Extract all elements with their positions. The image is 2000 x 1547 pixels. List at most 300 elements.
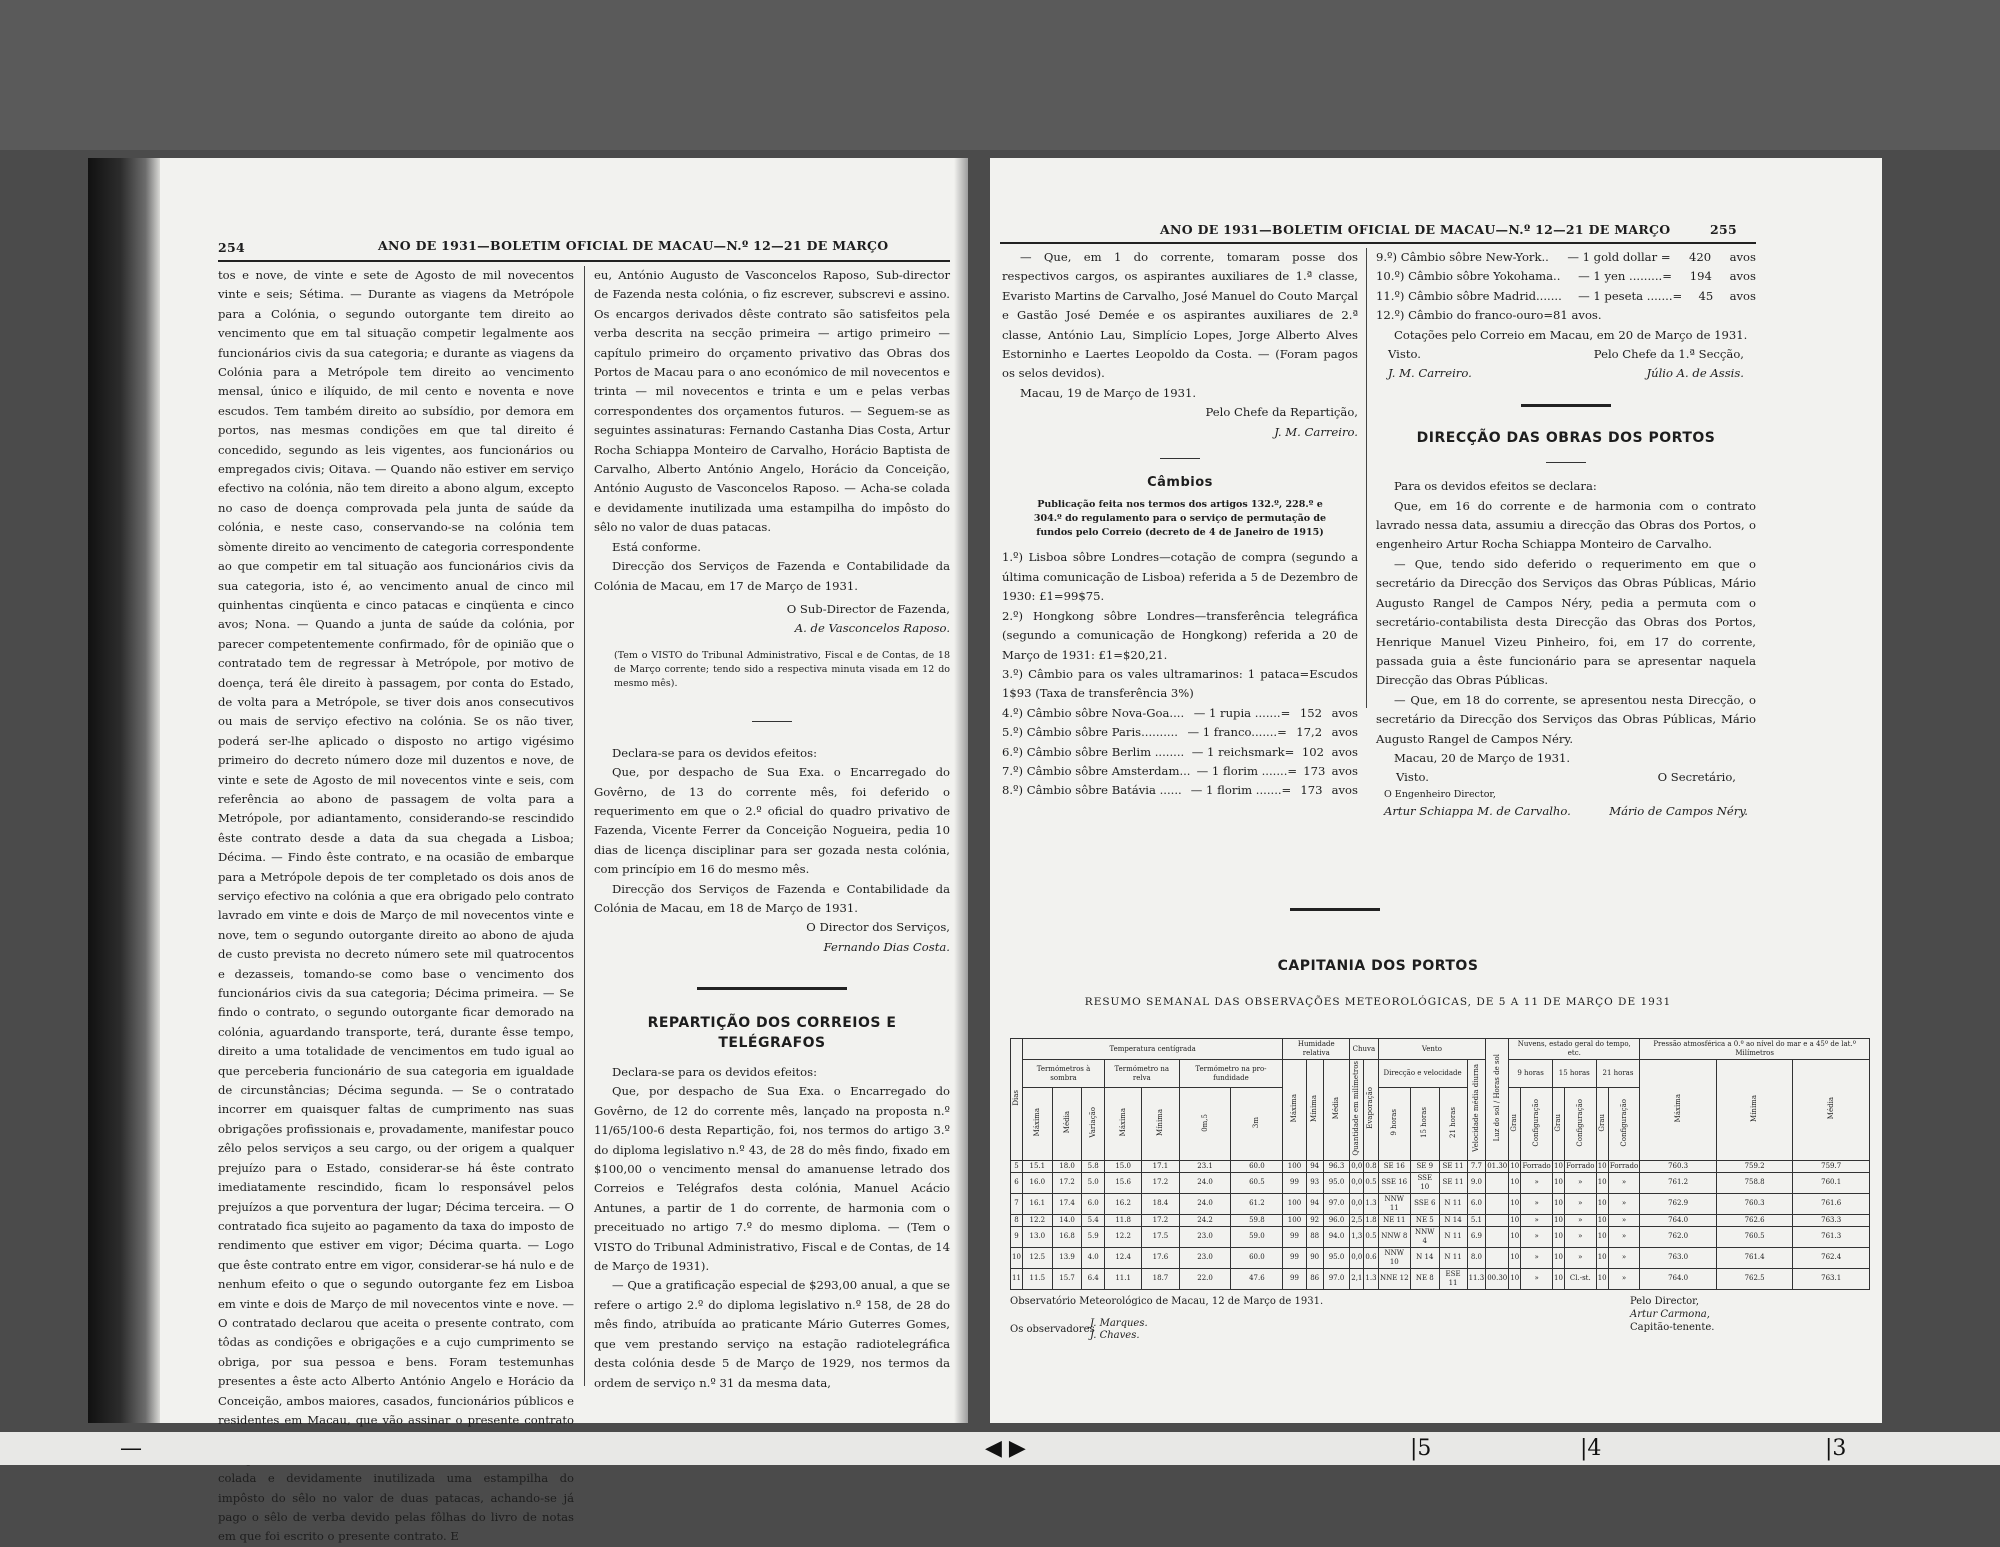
table-cell: 16.1 <box>1023 1193 1053 1214</box>
column-divider <box>584 266 585 1386</box>
table-cell: 92 <box>1306 1214 1323 1226</box>
rate-currency: avos <box>1331 763 1358 778</box>
page-number: 254 <box>218 240 245 255</box>
obras-paragraph-3: — Que, em 18 do corrente, se apresentou nesta Direcção, o secretário da Direcção dos Serviços das Obras Públicas, Mário Augusto Rangel de Campos Néry. <box>1376 692 1756 746</box>
obras-paragraph-2: — Que, tendo sido deferido o requerimento em que o secretário da Direcção dos Serviços das Obras Públicas, Mário Augusto Rangel de Campos Néry, pedia a permuta com o secretário-contabilista desta Direcção das Obras dos Portos, Henrique Manuel Vizeu Pinheiro, foi, em 17 do corrente, passada guia a êste funcionário para se apresentar naquela Direcção das Obras Públicas. <box>1376 556 1756 688</box>
table-cell: 99 <box>1283 1247 1306 1268</box>
table-cell: 95.0 <box>1323 1172 1350 1193</box>
table-cell: 6.0 <box>1082 1193 1105 1214</box>
table-cell: » <box>1608 1172 1640 1193</box>
c21-c: Configuração <box>1608 1088 1640 1160</box>
visto-label: Visto. <box>1388 347 1421 362</box>
table-cell: SE 9 <box>1411 1160 1439 1172</box>
table-cell: 59.0 <box>1231 1226 1283 1247</box>
chefe-seccao-title: Pelo Chefe da 1.ª Secção, <box>1593 347 1744 362</box>
header-wind: Vento <box>1378 1039 1486 1060</box>
cambio-item-2: 2.º) Hongkong sôbre Londres—transferência telegráfica (segundo a comunicação de Hongkong) referida a 20 de Março de 1931: £1=$20,21. <box>1002 608 1358 662</box>
table-cell: 17.2 <box>1142 1172 1179 1193</box>
table-cell: 0.5 <box>1364 1226 1378 1247</box>
rate-value: 45 <box>1698 288 1714 303</box>
wind-direction: Direcção e velocidade <box>1378 1060 1467 1088</box>
table-cell: SSE 10 <box>1411 1172 1439 1193</box>
rate-value: 17,2 <box>1296 725 1323 740</box>
table-cell: 96.3 <box>1323 1160 1350 1172</box>
table-cell: 762.4 <box>1793 1247 1870 1268</box>
table-cell: 763.3 <box>1793 1214 1870 1226</box>
table-cell: N 14 <box>1439 1214 1467 1226</box>
table-cell: 10 <box>1552 1226 1564 1247</box>
conforme: Está conforme. <box>612 539 701 554</box>
table-cell: 15.1 <box>1023 1160 1053 1172</box>
signature-name: A. de Vasconcelos Raposo. <box>794 621 950 636</box>
table-cell: 15.0 <box>1105 1160 1142 1172</box>
contract-closing: eu, António Augusto de Vasconcelos Raposo, Sub-director de Fazenda nesta colónia, o fiz escrever, subscrevi e assino. Os encargos derivados dêste contrato são satisfeitos pela verba descrita na secção primeira — artigo primeiro — capítulo primeiro do orçamento privativo das Obras dos Portos de Macau para o ano económico de mil novecentos e trinta — mil novecentos e trinta e um e pelas verbas correspondentes dos orçamentos futuros. — Seguem-se as seguintes assinaturas: Fernando Castanha Dias Costa, Artur Rocha Schiappa Monteiro de Carvalho, Horácio Baptista de Carvalho, Alberto António Angelo, Horácio da Conceição, António Augusto de Vasconcelos Raposo. — Acha-se colada e devidamente inutilizada uma estampilha do impôsto do sêlo no valor de duas patacas. <box>594 268 950 535</box>
rate-unit: — 1 florim .......= <box>1196 763 1298 778</box>
correios-paragraph: Que, por despacho de Sua Exa. o Encarregado do Govêrno, de 12 do corrente mês, lançado na proposta n.º 11/65/100-6 desta Repartição, foi, nos termos do artigo 3.º do diploma legislativo n.º 43, de 28 do mês findo, fixado em $100,00 o vencimento mensal do amanuense letrado dos Correios e Telégrafos desta colónia, Manuel Acácio Antunes, a partir de 1 do corrente, de harmonia com o preceituado no artigo 7.º do mesmo diploma. — (Tem o VISTO do Tribunal Administrativo, Fiscal e de Contas, de 14 de Março de 1931). <box>594 1084 950 1274</box>
exchange-rate-row <box>1002 704 1358 723</box>
director-name: Artur Carmona, <box>1630 1308 1710 1320</box>
rate-currency: avos <box>1729 250 1756 264</box>
exchange-rate-row <box>1002 743 1358 762</box>
table-cell: 10 <box>1552 1172 1564 1193</box>
rate-name: 8.º) Câmbio sôbre Batávia ...... <box>1002 783 1182 798</box>
separator <box>1546 462 1586 463</box>
table-cell: 94 <box>1306 1193 1323 1214</box>
table-cell: 0,0 <box>1350 1160 1364 1172</box>
table-cell: 12.2 <box>1105 1226 1142 1247</box>
gutter-shadow <box>954 158 968 1423</box>
table-cell: » <box>1608 1226 1640 1247</box>
hum-mean: Média <box>1323 1060 1350 1161</box>
header-rule <box>1000 242 1756 244</box>
table-cell <box>1486 1226 1509 1247</box>
sub-depth: Termómetro na pro-fundidade <box>1179 1060 1283 1088</box>
p-mean: Média <box>1793 1060 1870 1161</box>
cambios-title: Câmbios <box>1147 475 1213 491</box>
sub-shade: Termómetros à sombra <box>1023 1060 1105 1088</box>
rate-value: 194 <box>1689 269 1712 284</box>
table-cell: 99 <box>1283 1226 1306 1247</box>
table-cell: 10 <box>1509 1268 1521 1289</box>
cambio-item-12: 12.º) Câmbio do franco-ouro=81 avos. <box>1376 308 1602 323</box>
table-cell: Forrado <box>1521 1160 1553 1172</box>
table-cell: » <box>1565 1247 1597 1268</box>
c15-c: Configuração <box>1565 1088 1597 1160</box>
t-mean: Média <box>1052 1088 1082 1160</box>
rate-currency: avos <box>1331 783 1358 798</box>
table-cell: 6.9 <box>1467 1226 1486 1247</box>
table-cell: 18.7 <box>1142 1268 1179 1289</box>
ruler-mark: — <box>120 1436 142 1461</box>
rate-currency: avos <box>1729 269 1756 284</box>
header-rain: Chuva <box>1350 1039 1378 1060</box>
fazenda-date: Direcção dos Serviços de Fazenda e Contabilidade da Colónia de Macau, em 17 de Março de 1931. <box>594 559 950 593</box>
table-cell: 24.0 <box>1179 1172 1231 1193</box>
clouds-15h: 15 horas <box>1552 1060 1596 1088</box>
table-cell: 759.2 <box>1716 1160 1793 1172</box>
table-cell: N 11 <box>1439 1193 1467 1214</box>
header-temp: Temperatura centígrada <box>1023 1039 1283 1060</box>
exchange-rate-row <box>1376 287 1756 306</box>
observatorio-line: Observatório Meteorológico de Macau, 12 de Março de 1931. <box>1010 1295 1324 1307</box>
table-row <box>1011 1214 1870 1226</box>
table-cell: 16.0 <box>1023 1172 1053 1193</box>
table-cell: 10 <box>1552 1214 1564 1226</box>
rain-amount: Quantidade em milímetros <box>1350 1060 1364 1161</box>
g-min: Mínima <box>1142 1088 1179 1160</box>
table-row <box>1011 1172 1870 1193</box>
visto-name: J. M. Carreiro. <box>1388 366 1472 381</box>
table-cell: 18.0 <box>1052 1160 1082 1172</box>
declara: Declara-se para os devidos efeitos: <box>612 745 818 760</box>
right-column-1 <box>1002 248 1358 801</box>
table-cell: 763.1 <box>1793 1268 1870 1289</box>
table-cell: 17.1 <box>1142 1160 1179 1172</box>
table-cell: 59.8 <box>1231 1214 1283 1226</box>
table-cell: 10 <box>1596 1172 1608 1193</box>
table-cell: SE 16 <box>1378 1160 1411 1172</box>
table-cell: 10 <box>1509 1193 1521 1214</box>
table-cell: Cl.-st. <box>1565 1268 1597 1289</box>
table-cell: 761.2 <box>1640 1172 1717 1193</box>
column-divider <box>1366 248 1367 708</box>
table-cell: 11.3 <box>1467 1268 1486 1289</box>
col-sun: Luz do sol / Horas de sol <box>1486 1039 1509 1161</box>
hum-max: Máxima <box>1283 1060 1306 1161</box>
engenheiro-title: O Engenheiro Director, <box>1384 788 1496 800</box>
table-cell: N 14 <box>1411 1247 1439 1268</box>
clouds-21h: 21 horas <box>1596 1060 1640 1088</box>
table-cell: SE 11 <box>1439 1160 1467 1172</box>
table-cell: 47.6 <box>1231 1268 1283 1289</box>
table-cell: 10 <box>1509 1226 1521 1247</box>
rate-value: 173 <box>1300 783 1323 798</box>
table-cell: 60.0 <box>1231 1247 1283 1268</box>
clouds-9h: 9 horas <box>1509 1060 1553 1088</box>
table-cell: » <box>1521 1214 1553 1226</box>
table-cell: 12.5 <box>1023 1247 1053 1268</box>
table-cell: 23.0 <box>1179 1226 1231 1247</box>
cambio-item-3: 3.º) Câmbio para os vales ultramarinos: 1 pataca=Escudos 1$93 (Taxa de transferência 3%) <box>1002 666 1358 701</box>
left-column-2 <box>594 266 950 1393</box>
table-cell: 0,0 <box>1350 1172 1364 1193</box>
gratificacao-paragraph: — Que a gratificação especial de $293,00 anual, a que se refere o artigo 2.º do diploma legislativo n.º 158, de 28 do mês findo, atribuída ao praticante Mário Guterres Gomes, que vem prestando serviço na estação radiotelegráfica desta colónia desde 5 de Março de 1929, nos termos da ordem de serviço n.º 31 da mesma data, <box>594 1278 950 1390</box>
table-cell: NNW 4 <box>1411 1226 1439 1247</box>
rate-value: 152 <box>1299 705 1322 720</box>
table-cell: 100 <box>1283 1214 1306 1226</box>
table-cell: 10 <box>1552 1247 1564 1268</box>
table-cell: 5.9 <box>1082 1226 1105 1247</box>
rate-name: 10.º) Câmbio sôbre Yokohama.. <box>1376 269 1561 284</box>
rates-list-2 <box>1376 248 1756 306</box>
signature-name-2: Fernando Dias Costa. <box>823 939 950 954</box>
table-cell: 10 <box>1552 1268 1564 1289</box>
table-cell: 90 <box>1306 1247 1323 1268</box>
table-cell: 14.0 <box>1052 1214 1082 1226</box>
table-cell: » <box>1521 1226 1553 1247</box>
contract-text: tos e nove, de vinte e sete de Agosto de mil novecentos vinte e seis; Sétima. — Durante as viagens da Metrópole para a Colónia, o segundo outorgante tem direito ao vencimento que em tal situação competir legalmente aos funcionários civis da sua categoria; e durante as viagens da Colónia para a Metrópole tem direito ao vencimento mensal, único e ilíquido, de mil cento e noventa e nove escudos. Tem também direito ao subsídio, por demora em portos, nas mesmas condições em que tal direito é concedido, segundo as leis vigentes, aos funcionários ou empregados civis; Oitava. — Quando não estiver em serviço efectivo na colónia, não tem direito a abono algum, excepto no caso de doença comprovada pela junta de saúde da colónia, e neste caso, conservando-se na colónia tem sòmente direito ao vencimento de categoria correspondente ao que competir em tal situação aos funcionários civis da sua categoria, isto é, ao vencimento anual de cinco mil quinhentas cinqüenta e cinco patacas e cinqüenta e cinco avos; Nona. — Quando a junta de saúde da colónia, por parecer competentemente confirmado, fôr de opinião que o contratado tem de regressar à Metrópole, por motivo de doença, terá êle direito à passagem, por conta do Estado, de volta para a Metrópole, se tiver dois anos consecutivos ou mais de serviço efectivo na colónia. Se os não tiver, poderá ser-lhe aplicado o disposto no artigo vigésimo primeiro do decreto número doze mil duzentos e nove, de vinte e sete de Agosto de mil novecentos vinte e seis, com referência ao abono de passagem de volta para a Metrópole, por adiantamento, considerando-se rescindido êste contrato desde a data da sua chegada a Lisboa; Décima. — Findo êste contrato, e na ocasião de embarque para a Metrópole depois de ter completado os dois anos de serviço efectivo na colónia a que era obrigado pelo contrato lavrado em vinte e dois de Março de mil novecentos vinte e nove, tem o segundo outorgante direito ao abono de ajuda de custo prevista no decreto número sete mil quatrocentos e dezasseis, tomando-se como base o vencimento dos funcionários civis da sua categoria; Décima primeira. — Se findo o contrato, o segundo outorgante ficar demorado na colónia, aguardando transporte, terá, durante êsse tempo, direito a uma totalidade de vencimentos em tudo igual ao que perceberia funcionário de sua categoria em igualdade de circunstâncias; Décima segunda. — Se o contratado incorrer em quaisquer faltas de cumprimento nas suas obrigações profissionais e, provadamente, manifestar pouco zêlo pelos serviços a seu cargo, ou der origem a qualquer prejuízo para o Estado, considerar-se há êste contrato imediatamente rescindido, ficam lo responsável pelos prejuízos a que porventura der lugar; Décima terceira. — O contratado fica sujeito ao pagamento da taxa do imposto de rendimento que estiver em vigor; Décima quarta. — Logo que êste contrato entre em vigor, considerar-se há nulo e de nenhum efeito o que o segundo outorgante fez em Lisboa em vinte e dois de Março de mil novecentos vinte e nove. — O contratado declarou que aceita o presente contrato, com tôdas as condições e obrigações e a cujo cumprimento se obriga, por sua pessoa e bens. Foram testemunhas presentes a êste acto Alberto António Angelo e Horácio da Conceição, ambos maiores, casados, funcionários públicos e residentes em Macau, que vão assinar o presente contrato colada e devidamente inutilizada uma estampilha do impôsto do sêlo no valor de duas patacas, achando-se já pago o sêlo de verba devido pelas fôlhas do livro de notas em que foi escrito o presente contrato. E <box>218 268 574 1544</box>
table-cell: 761.6 <box>1793 1193 1870 1214</box>
rate-name: 11.º) Câmbio sôbre Madrid....... <box>1376 288 1562 303</box>
obras-paragraph-1: Que, em 16 do corrente e de harmonia com o contrato lavrado nessa data, assumiu a direcção das Obras dos Portos, o engenheiro Artur Rocha Schiappa Monteiro de Carvalho. <box>1376 498 1756 552</box>
obras-visto: Visto. <box>1396 770 1429 785</box>
header-clouds: Nuvens, estado geral do tempo, etc. <box>1509 1039 1640 1060</box>
table-cell: 1.3 <box>1364 1193 1378 1214</box>
table-cell: 23.1 <box>1179 1160 1231 1172</box>
table-cell: 5 <box>1011 1160 1023 1172</box>
rate-name: 4.º) Câmbio sôbre Nova-Goa.... <box>1002 705 1185 720</box>
rate-unit: — 1 gold dollar = <box>1567 250 1671 264</box>
table-cell: » <box>1521 1247 1553 1268</box>
licenca-paragraph: Que, por despacho de Sua Exa. o Encarregado do Govêrno, de 13 do corrente mês, foi deferido o requerimento em que o 2.º oficial do quadro privativo de Fazenda, Vicente Ferrer da Conceição Nogueira, pedia 10 dias de licença disciplinar para ser gozada nesta colónia, com princípio em 16 do mesmo mês. <box>594 765 950 877</box>
d-05: 0m,5 <box>1179 1088 1231 1160</box>
section-heading-correios: REPARTIÇÃO DOS CORREIOS E TELÉGRAFOS <box>647 1015 897 1051</box>
table-cell: 24.2 <box>1179 1214 1231 1226</box>
table-row <box>1011 1160 1870 1172</box>
table-cell: NNW 8 <box>1378 1226 1411 1247</box>
rate-unit: — 1 peseta .......= <box>1578 288 1683 303</box>
table-cell: 11 <box>1011 1268 1023 1289</box>
p-min: Mínima <box>1716 1060 1793 1161</box>
table-cell: 4.0 <box>1082 1247 1105 1268</box>
table-cell: 18.4 <box>1142 1193 1179 1214</box>
table-cell: 97.0 <box>1323 1268 1350 1289</box>
table-cell: 10 <box>1596 1247 1608 1268</box>
table-cell: 93 <box>1306 1172 1323 1193</box>
table-cell: 17.5 <box>1142 1226 1179 1247</box>
observer-1: J. Marques. <box>1090 1317 1148 1329</box>
table-cell: 761.4 <box>1716 1247 1793 1268</box>
table-cell: Forrado <box>1565 1160 1597 1172</box>
w-9: 9 horas <box>1378 1088 1411 1160</box>
exchange-rate-row <box>1002 723 1358 742</box>
table-cell: ESE 11 <box>1439 1268 1467 1289</box>
ruler-arrows: ◀ ▶ <box>985 1436 1026 1461</box>
separator <box>1160 458 1200 459</box>
table-cell: 10 <box>1552 1193 1564 1214</box>
table-cell: 763.0 <box>1640 1247 1717 1268</box>
table-cell <box>1486 1247 1509 1268</box>
rate-unit: — 1 rupia .......= <box>1193 705 1291 720</box>
evaporation: Evaporação <box>1364 1060 1378 1161</box>
table-cell: 10 <box>1596 1193 1608 1214</box>
table-cell: 12.2 <box>1023 1214 1053 1226</box>
table-cell: » <box>1521 1268 1553 1289</box>
left-column-1 <box>218 266 574 1547</box>
book-binding-shadow <box>88 158 160 1423</box>
scanner-ruler-strip <box>0 1432 2000 1465</box>
secretario-name: Mário de Campos Néry. <box>1609 803 1748 818</box>
table-cell: 97.0 <box>1323 1193 1350 1214</box>
table-cell: 0.8 <box>1364 1160 1378 1172</box>
rate-unit: — 1 florim .......= <box>1190 783 1292 798</box>
table-cell <box>1486 1214 1509 1226</box>
table-cell: 761.3 <box>1793 1226 1870 1247</box>
visto-note: (Tem o VISTO do Tribunal Administrativo, Fiscal e de Contas, de 18 de Março corrente; tendo sido a respectiva minuta visada em 12 do mesmo mês). <box>614 649 950 689</box>
table-cell: 764.0 <box>1640 1214 1717 1226</box>
table-cell: SSE 16 <box>1378 1172 1411 1193</box>
table-cell: 760.1 <box>1793 1172 1870 1193</box>
rate-currency: avos <box>1729 288 1756 303</box>
table-cell: 60.0 <box>1231 1160 1283 1172</box>
ruler-mark: |4 <box>1580 1436 1602 1461</box>
g-max: Máxima <box>1105 1088 1142 1160</box>
table-cell: 5.4 <box>1082 1214 1105 1226</box>
posse-paragraph: — Que, em 1 do corrente, tomaram posse dos respectivos cargos, os aspirantes auxiliares de 1.ª classe, Evaristo Martins de Carvalho, José Manuel do Couto Marçal e Gastão José Demée e os aspirantes auxiliares de 2.ª classe, António Lau, Simplício Lopes, Jorge Alberto Alves Estorninho e Laertes Leopoldo da Costa. — (Foram pagos os selos devidos). <box>1002 250 1358 381</box>
table-cell: 10 <box>1509 1247 1521 1268</box>
rate-currency: avos <box>1331 705 1358 720</box>
scanner-background <box>0 0 2000 150</box>
meteorological-table <box>1010 1038 1870 1366</box>
table-cell: 94 <box>1306 1160 1323 1172</box>
p-max: Máxima <box>1640 1060 1717 1161</box>
table-row <box>1011 1268 1870 1289</box>
rate-name: 9.º) Câmbio sôbre New-York.. <box>1376 250 1549 264</box>
t-max: Máxima <box>1023 1088 1053 1160</box>
table-cell: » <box>1608 1268 1640 1289</box>
exchange-rate-row <box>1376 267 1756 286</box>
table-cell: 1,3 <box>1350 1226 1364 1247</box>
table-cell: SE 11 <box>1439 1172 1467 1193</box>
table-cell: 762.5 <box>1716 1268 1793 1289</box>
chefe-title: Pelo Chefe da Repartição, <box>1205 405 1358 420</box>
table-cell: 8.0 <box>1467 1247 1486 1268</box>
table-cell: 01.30 <box>1486 1160 1509 1172</box>
right-column-2 <box>1376 248 1756 821</box>
c15-g: Grau <box>1552 1088 1564 1160</box>
table-cell: 10 <box>1509 1172 1521 1193</box>
exchange-rate-row <box>1376 248 1756 267</box>
header-pressure: Pressão atmosférica a 0.º ao nível do mar e a 45º de lat.º Milímetros <box>1640 1039 1870 1060</box>
table-cell: 00.30 <box>1486 1268 1509 1289</box>
obras-date: Macau, 20 de Março de 1931. <box>1394 750 1571 765</box>
chefe-name: J. M. Carreiro. <box>1274 424 1358 439</box>
page-header-title: ANO DE 1931—BOLETIM OFICIAL DE MACAU—N.º 12—21 DE MARÇO <box>1160 222 1671 237</box>
right-page <box>990 158 1882 1423</box>
separator <box>752 721 792 722</box>
table-cell: NE 8 <box>1411 1268 1439 1289</box>
table-cell: 15.7 <box>1052 1268 1082 1289</box>
table-cell: 7 <box>1011 1193 1023 1214</box>
table-cell: 9 <box>1011 1226 1023 1247</box>
table-cell: Forrado <box>1608 1160 1640 1172</box>
w-15: 15 horas <box>1411 1088 1439 1160</box>
table-cell: 1.8 <box>1364 1214 1378 1226</box>
table-cell: 100 <box>1283 1160 1306 1172</box>
table-cell: 760.3 <box>1640 1160 1717 1172</box>
table-cell: NNE 12 <box>1378 1268 1411 1289</box>
table-cell: 10 <box>1552 1160 1564 1172</box>
table-cell: N 11 <box>1439 1247 1467 1268</box>
table-cell: 86 <box>1306 1268 1323 1289</box>
table-cell: 0.5 <box>1364 1172 1378 1193</box>
meteo-rows <box>1011 1160 1870 1289</box>
table-cell: » <box>1608 1214 1640 1226</box>
table-cell: 762.9 <box>1640 1193 1717 1214</box>
table-cell: 2,5 <box>1350 1214 1364 1226</box>
secretario-title: O Secretário, <box>1657 770 1736 785</box>
table-cell: 17.2 <box>1142 1214 1179 1226</box>
table-row <box>1011 1226 1870 1247</box>
chefe-seccao-name: Júlio A. de Assis. <box>1646 366 1744 381</box>
table-cell: 24.0 <box>1179 1193 1231 1214</box>
capitania-separator <box>1290 908 1380 911</box>
table-cell: 6.0 <box>1467 1193 1486 1214</box>
table-cell: 16.8 <box>1052 1226 1082 1247</box>
observers-label: Os observadores <box>1010 1323 1095 1335</box>
rates-list-1 <box>1002 704 1358 801</box>
table-cell: 0,0 <box>1350 1247 1364 1268</box>
table-cell <box>1486 1193 1509 1214</box>
table-cell: 6 <box>1011 1172 1023 1193</box>
table-cell: 12.4 <box>1105 1247 1142 1268</box>
cotacoes-date: Cotações pelo Correio em Macau, em 20 de Março de 1931. <box>1394 327 1748 342</box>
table-cell: 94.0 <box>1323 1226 1350 1247</box>
table-cell: 16.2 <box>1105 1193 1142 1214</box>
ruler-mark: |3 <box>1825 1436 1847 1461</box>
table-cell: 13.9 <box>1052 1247 1082 1268</box>
meteo-subtitle: RESUMO SEMANAL DAS OBSERVAÇÕES METEOROLÓGICAS, DE 5 A 11 DE MARÇO DE 1931 <box>1084 996 1672 1008</box>
col-day: Dias <box>1011 1039 1023 1161</box>
signature-title: O Sub-Director de Fazenda, <box>786 601 950 616</box>
table-cell: 10 <box>1596 1226 1608 1247</box>
table-cell: NNW 11 <box>1378 1193 1411 1214</box>
table-cell: » <box>1565 1214 1597 1226</box>
table-cell: NE 11 <box>1378 1214 1411 1226</box>
table-cell: 61.2 <box>1231 1193 1283 1214</box>
cambios-subtitle: Publicação feita nos termos dos artigos 132.º, 228.º e 304.º do regulamento para o serviço de permutação de fundos pelo Correio (decreto de 4 de Janeiro de 1915) <box>1033 499 1327 539</box>
table-cell: 759.7 <box>1793 1160 1870 1172</box>
table-cell: 8 <box>1011 1214 1023 1226</box>
rate-name: 7.º) Câmbio sôbre Amsterdam... <box>1002 763 1191 778</box>
fazenda-date-2: Direcção dos Serviços de Fazenda e Contabilidade da Colónia de Macau, em 18 de Março de 1931. <box>594 881 950 915</box>
table-cell: 10 <box>1596 1160 1608 1172</box>
rate-name: 6.º) Câmbio sôbre Berlim ........ <box>1002 744 1185 759</box>
table-cell: NNW 10 <box>1378 1247 1411 1268</box>
table-cell: 100 <box>1283 1193 1306 1214</box>
rate-value: 102 <box>1301 744 1325 759</box>
table-cell: 5.1 <box>1467 1214 1486 1226</box>
section-heading-obras: DIRECÇÃO DAS OBRAS DOS PORTOS <box>1416 429 1716 446</box>
table-cell: 88 <box>1306 1226 1323 1247</box>
table-cell: 60.5 <box>1231 1172 1283 1193</box>
table-cell: N 11 <box>1439 1226 1467 1247</box>
table-cell: 2,1 <box>1350 1268 1364 1289</box>
table-cell: 11.5 <box>1023 1268 1053 1289</box>
table-cell: 6.4 <box>1082 1268 1105 1289</box>
d-3: 3m <box>1231 1088 1283 1160</box>
rate-name: 5.º) Câmbio sôbre Paris.......... <box>1002 725 1178 740</box>
hum-min: Mínima <box>1306 1060 1323 1161</box>
table-cell: 758.8 <box>1716 1172 1793 1193</box>
engenheiro-name: Artur Schiappa M. de Carvalho. <box>1384 803 1571 818</box>
header-rule <box>218 260 950 262</box>
table-cell: 96.0 <box>1323 1214 1350 1226</box>
posse-date: Macau, 19 de Março de 1931. <box>1020 385 1197 400</box>
table-cell: » <box>1565 1226 1597 1247</box>
table-cell: 0.6 <box>1364 1247 1378 1268</box>
left-page <box>88 158 968 1544</box>
table-cell: 762.0 <box>1640 1226 1717 1247</box>
table-cell: 762.6 <box>1716 1214 1793 1226</box>
table-cell: » <box>1565 1172 1597 1193</box>
header-humidity: Humidade relativa <box>1283 1039 1350 1060</box>
page-number: 255 <box>1710 222 1737 237</box>
table-cell: 5.8 <box>1082 1160 1105 1172</box>
obras-declara: Para os devidos efeitos se declara: <box>1394 479 1597 494</box>
table-cell: SSE 6 <box>1411 1193 1439 1214</box>
rate-unit: — 1 franco.......= <box>1187 725 1287 740</box>
